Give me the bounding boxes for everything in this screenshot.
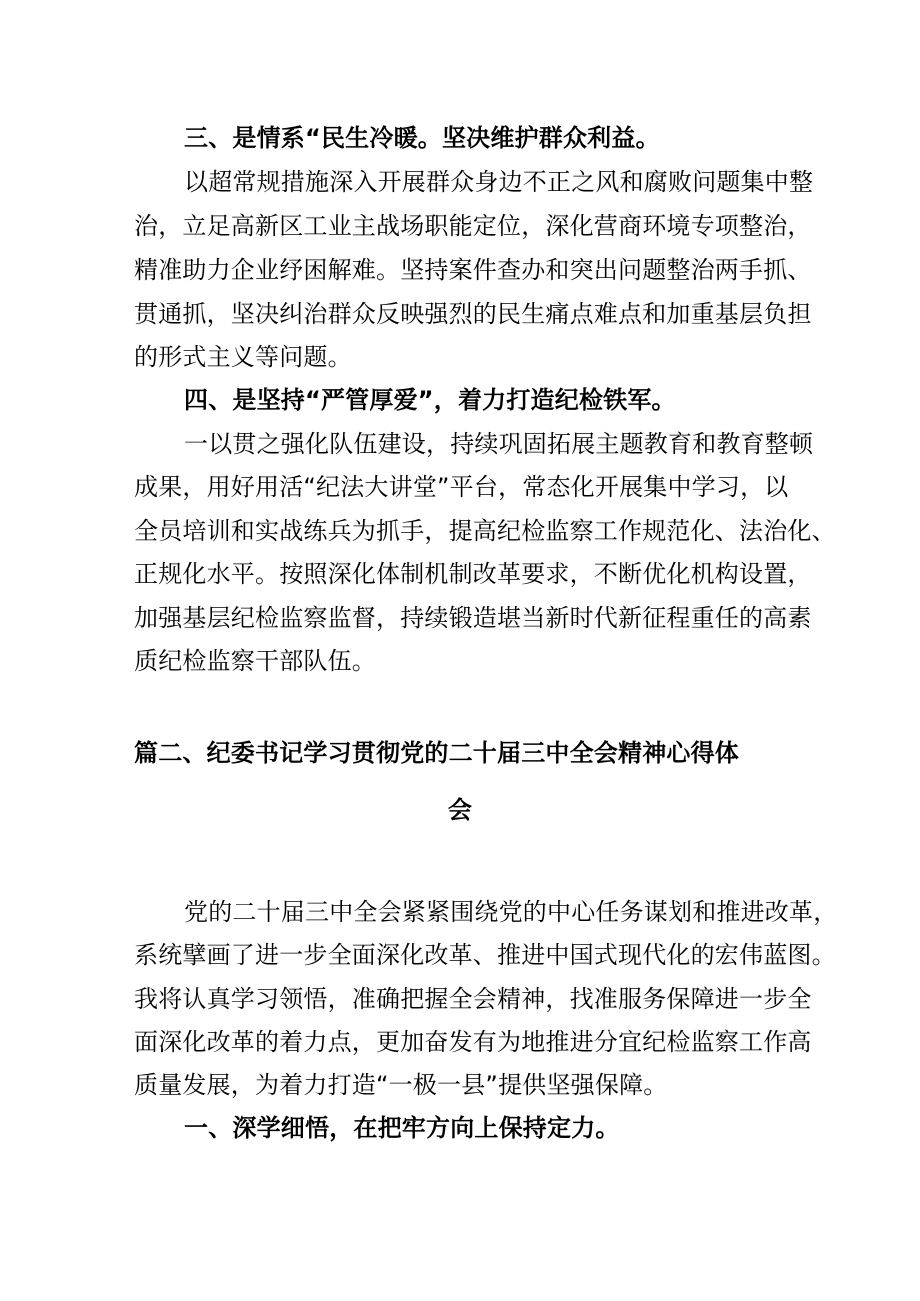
article-title-line-2: 会 <box>447 796 473 824</box>
paragraph-line: 精准助力企业纾困解难。坚持案件查办和突出问题整治两手抓、 <box>134 256 812 284</box>
paragraph-line: 一以贯之强化队伍建设，持续巩固拓展主题教育和教育整顿 <box>184 430 814 458</box>
paragraph-line: 的形式主义等问题。 <box>134 343 352 371</box>
paragraph-line: 党的二十届三中全会紧紧围绕党的中心任务谋划和推进改革， <box>184 898 838 926</box>
paragraph-line: 系统擘画了进一步全面深化改革、推进中国式现代化的宏伟蓝图。 <box>134 941 836 969</box>
paragraph-line: 治，立足高新区工业主战场职能定位，深化营商环境专项整治， <box>134 212 812 240</box>
paragraph-line: 以超常规措施深入开展群众身边不正之风和腐败问题集中整 <box>184 168 814 196</box>
paragraph-line: 贯通抓，坚决纠治群众反映强烈的民生痛点难点和加重基层负担 <box>134 300 812 328</box>
paragraph-line: 正规化水平。按照深化体制机制改革要求，不断优化机构设置， <box>134 560 812 588</box>
paragraph-line: 加强基层纪检监察监督，持续锻造堪当新时代新征程重任的高素 <box>134 604 812 632</box>
paragraph-line: 成果，用好用活“纪法大讲堂”平台，常态化开展集中学习，以 <box>134 473 789 501</box>
paragraph-line: 我将认真学习领悟，准确把握全会精神，找准服务保障进一步全 <box>134 985 812 1013</box>
section-1-heading: 一、深学细悟，在把牢方向上保持定力。 <box>184 1114 620 1142</box>
article-title-line-1: 篇二、纪委书记学习贯彻党的二十届三中全会精神心得体 <box>134 739 739 767</box>
paragraph-line: 面深化改革的着力点，更加奋发有为地推进分宜纪检监察工作高 <box>134 1028 812 1056</box>
section-3-heading: 三、是情系“民生冷暖。坚决维护群众利益。 <box>184 124 660 152</box>
section-4-heading: 四、是坚持“严管厚爱”，着力打造纪检铁军。 <box>184 386 676 414</box>
paragraph-line: 全员培训和实战练兵为抓手，提高纪检监察工作规范化、法治化、 <box>134 517 836 545</box>
paragraph-line: 质量发展，为着力打造“一极一县”提供坚强保障。 <box>134 1071 668 1099</box>
paragraph-line: 质纪检监察干部队伍。 <box>134 647 376 675</box>
